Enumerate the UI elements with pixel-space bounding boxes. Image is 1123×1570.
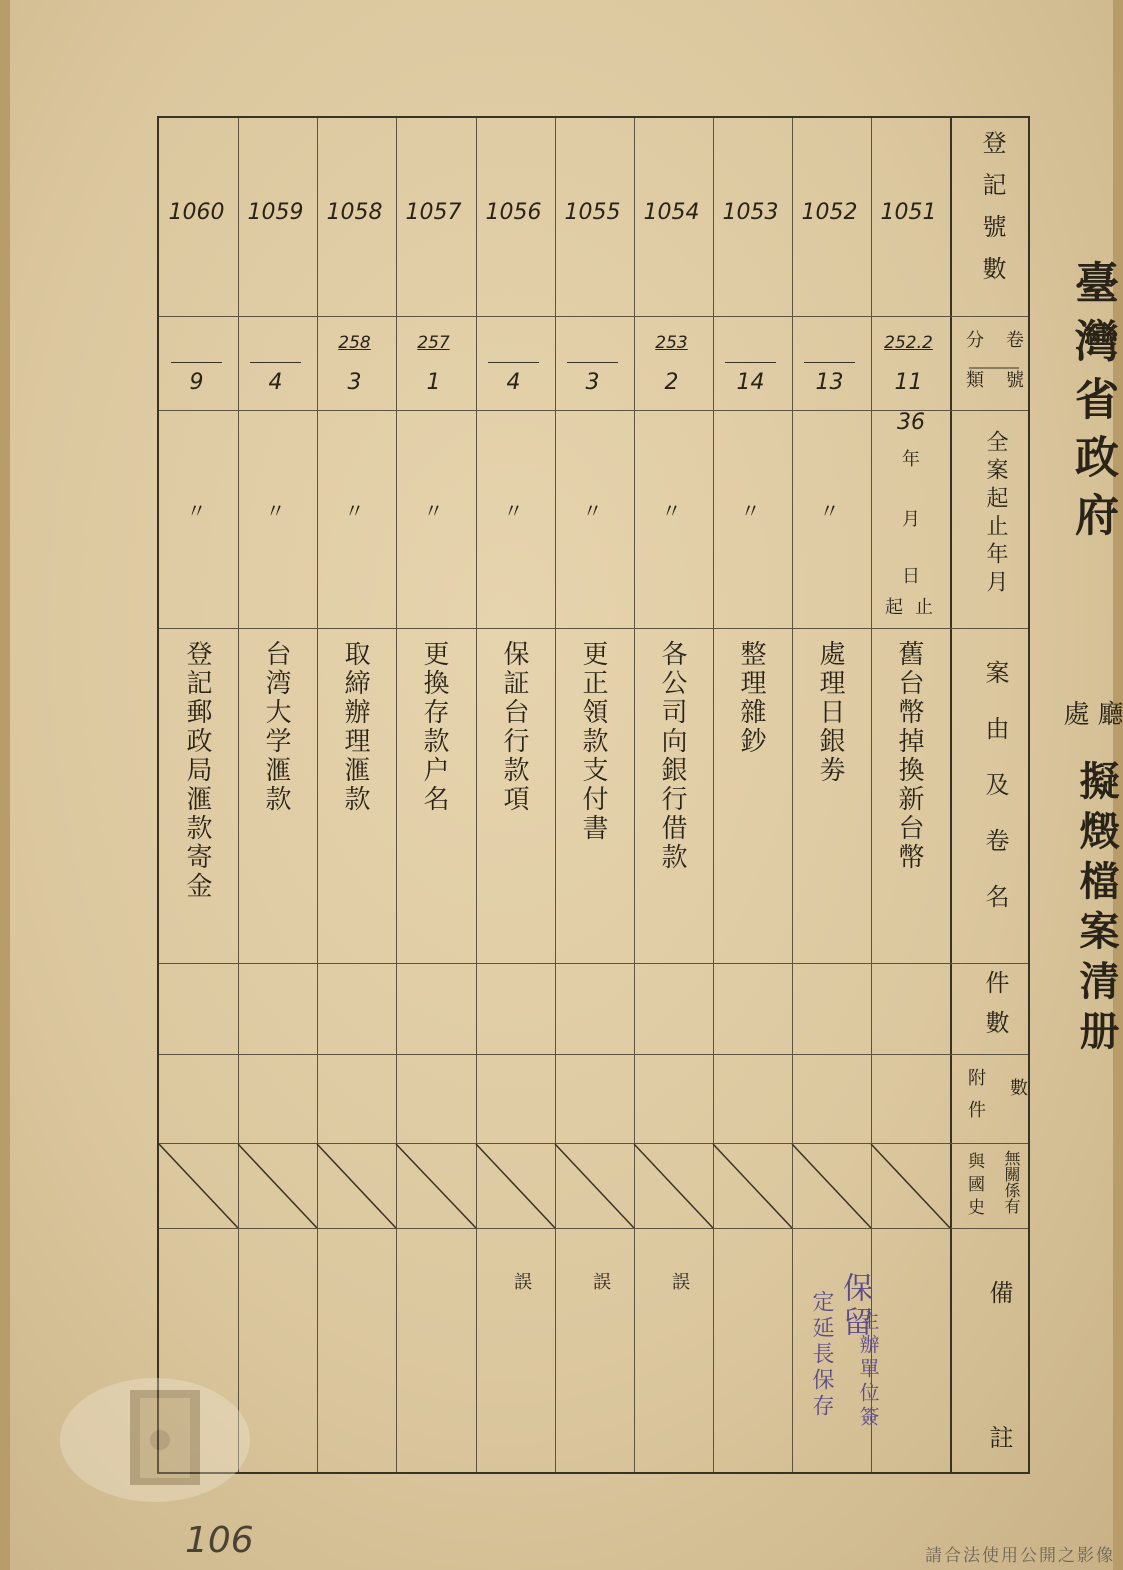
class-number: 13: [815, 370, 844, 395]
class-number: 14: [736, 370, 765, 395]
date-ditto: 〃: [661, 499, 682, 523]
subject-text: 處理日銀劵: [815, 640, 845, 785]
date-year: 年: [902, 449, 920, 470]
subject-text: 各公司向銀行借款: [657, 640, 687, 872]
volume-blank-line: [725, 362, 776, 363]
class-number: 4: [268, 370, 283, 395]
header-cls-right: 卷號: [1003, 330, 1024, 410]
remark-text: 誤: [672, 1272, 690, 1293]
stamp-line-3: 定延長保存: [809, 1290, 834, 1420]
subject-text: 保証台行款項: [499, 640, 529, 814]
page-number: 106: [185, 1520, 254, 1561]
date-ditto: 〃: [503, 499, 524, 523]
subject-text: 台湾大学滙款: [261, 640, 291, 814]
document-subtitle: 擬燬檔案清册: [1073, 760, 1120, 1060]
remark-text: 誤: [514, 1272, 532, 1293]
subject-text: 登記郵政局滙款寄金: [182, 640, 212, 901]
date-month: 月: [902, 509, 920, 530]
volume-number: 253: [655, 333, 688, 353]
left-edge: [0, 0, 10, 1570]
subject-text: 取締辦理滙款: [340, 640, 370, 814]
subject-text: 舊台幣掉換新台幣: [894, 640, 924, 872]
date-start: 起: [885, 597, 903, 618]
class-number: 3: [585, 370, 600, 395]
remark-text: 誤: [593, 1272, 611, 1293]
subject-text: 更換存款户名: [419, 640, 449, 814]
date-ditto: 〃: [344, 499, 365, 523]
date-ditto: 〃: [819, 499, 840, 523]
document-title: 臺灣省政府: [1067, 260, 1118, 550]
header-hist-right: [985, 1150, 1025, 1214]
volume-blank-line: [171, 362, 222, 363]
reg-number: 1055: [564, 200, 621, 225]
date-ditto: 〃: [423, 499, 444, 523]
class-number: 1: [426, 370, 441, 395]
class-number: 4: [506, 370, 521, 395]
reg-number: 1053: [722, 200, 779, 225]
stamp-line-2: 主辦單位簽: [856, 1310, 880, 1430]
volume-blank-line: [567, 362, 618, 363]
reg-number: 1060: [168, 200, 225, 225]
header-att-right: 數: [1007, 1078, 1028, 1104]
unit-label-chu: 處: [1059, 700, 1089, 734]
reg-number: 1058: [326, 200, 383, 225]
header-remarks-bottom: 註: [985, 1425, 1013, 1457]
volume-number: 252.2: [884, 333, 933, 353]
reg-number: 1051: [880, 200, 937, 225]
date-year-num: 36: [897, 410, 925, 435]
header-att-left: 附件: [965, 1068, 986, 1132]
header-cls-left: 分類: [963, 330, 984, 410]
reg-number: 1059: [247, 200, 304, 225]
volume-number: 257: [417, 333, 450, 353]
header-remarks-top: 備: [985, 1280, 1013, 1312]
class-number: 11: [894, 370, 923, 395]
header-reg-no: 登記號數: [978, 130, 1006, 298]
unit-label-ting: 廳: [1093, 700, 1123, 734]
header-hist-right-text: 無關係有: [1002, 1150, 1021, 1214]
volume-number: 258: [338, 333, 371, 353]
header-dates: 全案起止年月: [983, 430, 1008, 598]
date-ditto: 〃: [740, 499, 761, 523]
stamp-line-1: 保留: [837, 1272, 872, 1340]
date-end: 止: [915, 597, 933, 618]
volume-blank-line: [488, 362, 539, 363]
archive-logo-watermark: [60, 1370, 250, 1510]
date-day: 日: [902, 566, 920, 587]
class-number: 2: [664, 370, 679, 395]
reg-number: 1052: [801, 200, 858, 225]
header-count: 件數: [981, 970, 1009, 1050]
reg-number: 1056: [485, 200, 542, 225]
header-subject: 案由及卷名: [981, 660, 1009, 940]
class-number: 3: [347, 370, 362, 395]
usage-watermark: 請合法使用公開之影像: [925, 1546, 1115, 1566]
reg-number: 1054: [643, 200, 700, 225]
date-ditto: 〃: [582, 499, 603, 523]
class-number: 9: [189, 370, 204, 395]
subject-text: 更正領款支付書: [578, 640, 608, 843]
subject-text: 整理雜鈔: [736, 640, 766, 756]
volume-blank-line: [250, 362, 301, 363]
date-ditto: 〃: [265, 499, 286, 523]
header-hist-left: 與國史: [964, 1152, 984, 1221]
reg-number: 1057: [405, 200, 462, 225]
volume-blank-line: [804, 362, 855, 363]
date-ditto: 〃: [186, 499, 207, 523]
